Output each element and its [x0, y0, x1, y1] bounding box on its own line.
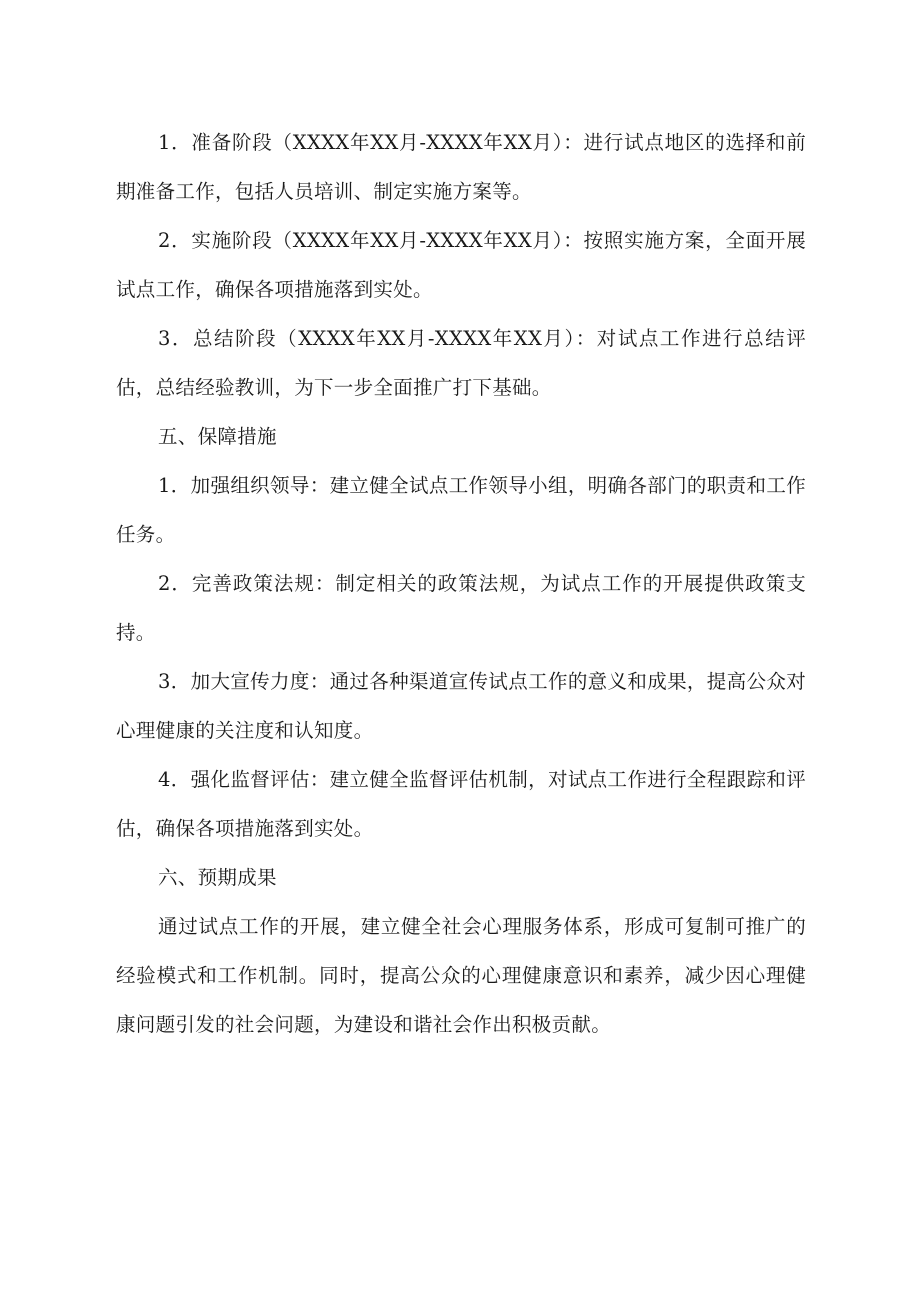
stage-2-paragraph: 2．实施阶段（XXXX年XX月-XXXX年XX月）：按照实施方案，全面开展试点工作，确保各项措施落到实处。	[116, 229, 806, 301]
safeguard-1-paragraph: 1．加强组织领导：建立健全试点工作领导小组，明确各部门的职责和工作任务。	[116, 474, 806, 546]
expected-results-paragraph: 通过试点工作的开展，建立健全社会心理服务体系，形成可复制可推广的经验模式和工作机制。同时，提高公众的心理健康意识和素养，减少因心理健康问题引发的社会问题，为建设和谐社会作出积极贡献。	[116, 915, 806, 1036]
safeguard-4-paragraph: 4．强化监督评估：建立健全监督评估机制，对试点工作进行全程跟踪和评估，确保各项措施落到实处。	[116, 768, 806, 840]
document-body	[116, 118, 806, 1049]
safeguard-2-paragraph: 2．完善政策法规：制定相关的政策法规，为试点工作的开展提供政策支持。	[116, 572, 806, 644]
safeguard-3-paragraph: 3．加大宣传力度：通过各种渠道宣传试点工作的意义和成果，提高公众对心理健康的关注度和认知度。	[116, 670, 806, 742]
stage-3-paragraph: 3．总结阶段（XXXX年XX月-XXXX年XX月）：对试点工作进行总结评估，总结经验教训，为下一步全面推广打下基础。	[116, 327, 806, 399]
stage-1-paragraph: 1．准备阶段（XXXX年XX月-XXXX年XX月）：进行试点地区的选择和前期准备工作，包括人员培训、制定实施方案等。	[116, 131, 806, 203]
section-heading-safeguards: 五、保障措施	[158, 425, 277, 448]
section-heading-expected-results: 六、预期成果	[158, 866, 277, 889]
